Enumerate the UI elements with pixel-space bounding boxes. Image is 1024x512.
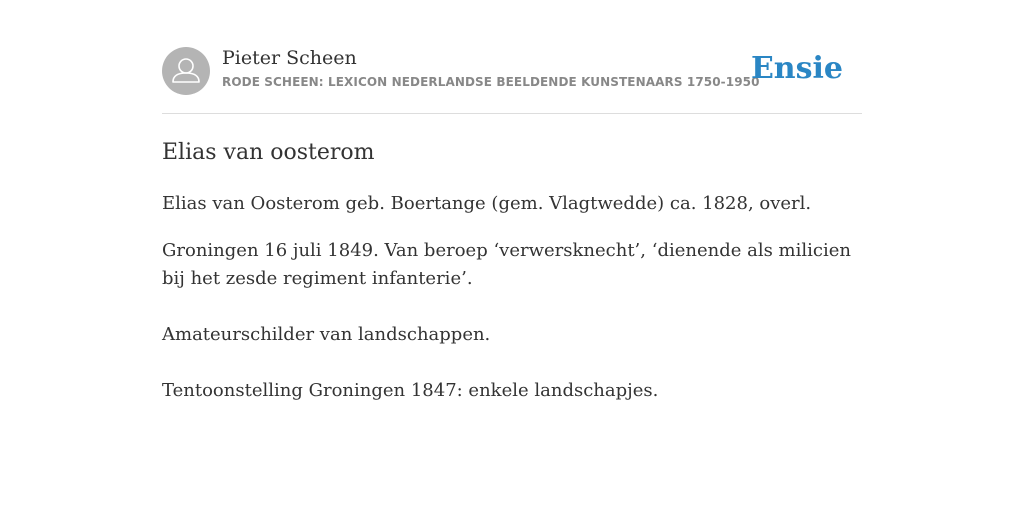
article-paragraph-1: Elias van Oosterom geb. Boertange (gem. Vlagtwedde) ca. 1828, overl. [162, 193, 812, 214]
ensie-logo[interactable]: Ensie [750, 51, 843, 86]
source-title[interactable]: RODE SCHEEN: LEXICON NEDERLANDSE BEELDENDE KUNSTENAARS 1750-1950 [222, 75, 760, 89]
article-paragraph-2: Groningen 16 juli 1849. Van beroep ‘verwersknecht’, ‘dienende als milicien bij het zesde regiment infanterie’. [162, 240, 851, 289]
user-silhouette-icon[interactable] [162, 47, 210, 95]
article-page [162, 46, 862, 405]
article-header [162, 46, 862, 114]
author-block [222, 46, 760, 89]
article-paragraph-3: Amateurschilder van landschappen. [162, 324, 491, 345]
article-paragraph-4: Tentoonstelling Groningen 1847: enkele landschapjes. [162, 380, 659, 401]
author-name[interactable]: Pieter Scheen [222, 47, 357, 69]
article-title: Elias van oosterom [162, 140, 375, 165]
